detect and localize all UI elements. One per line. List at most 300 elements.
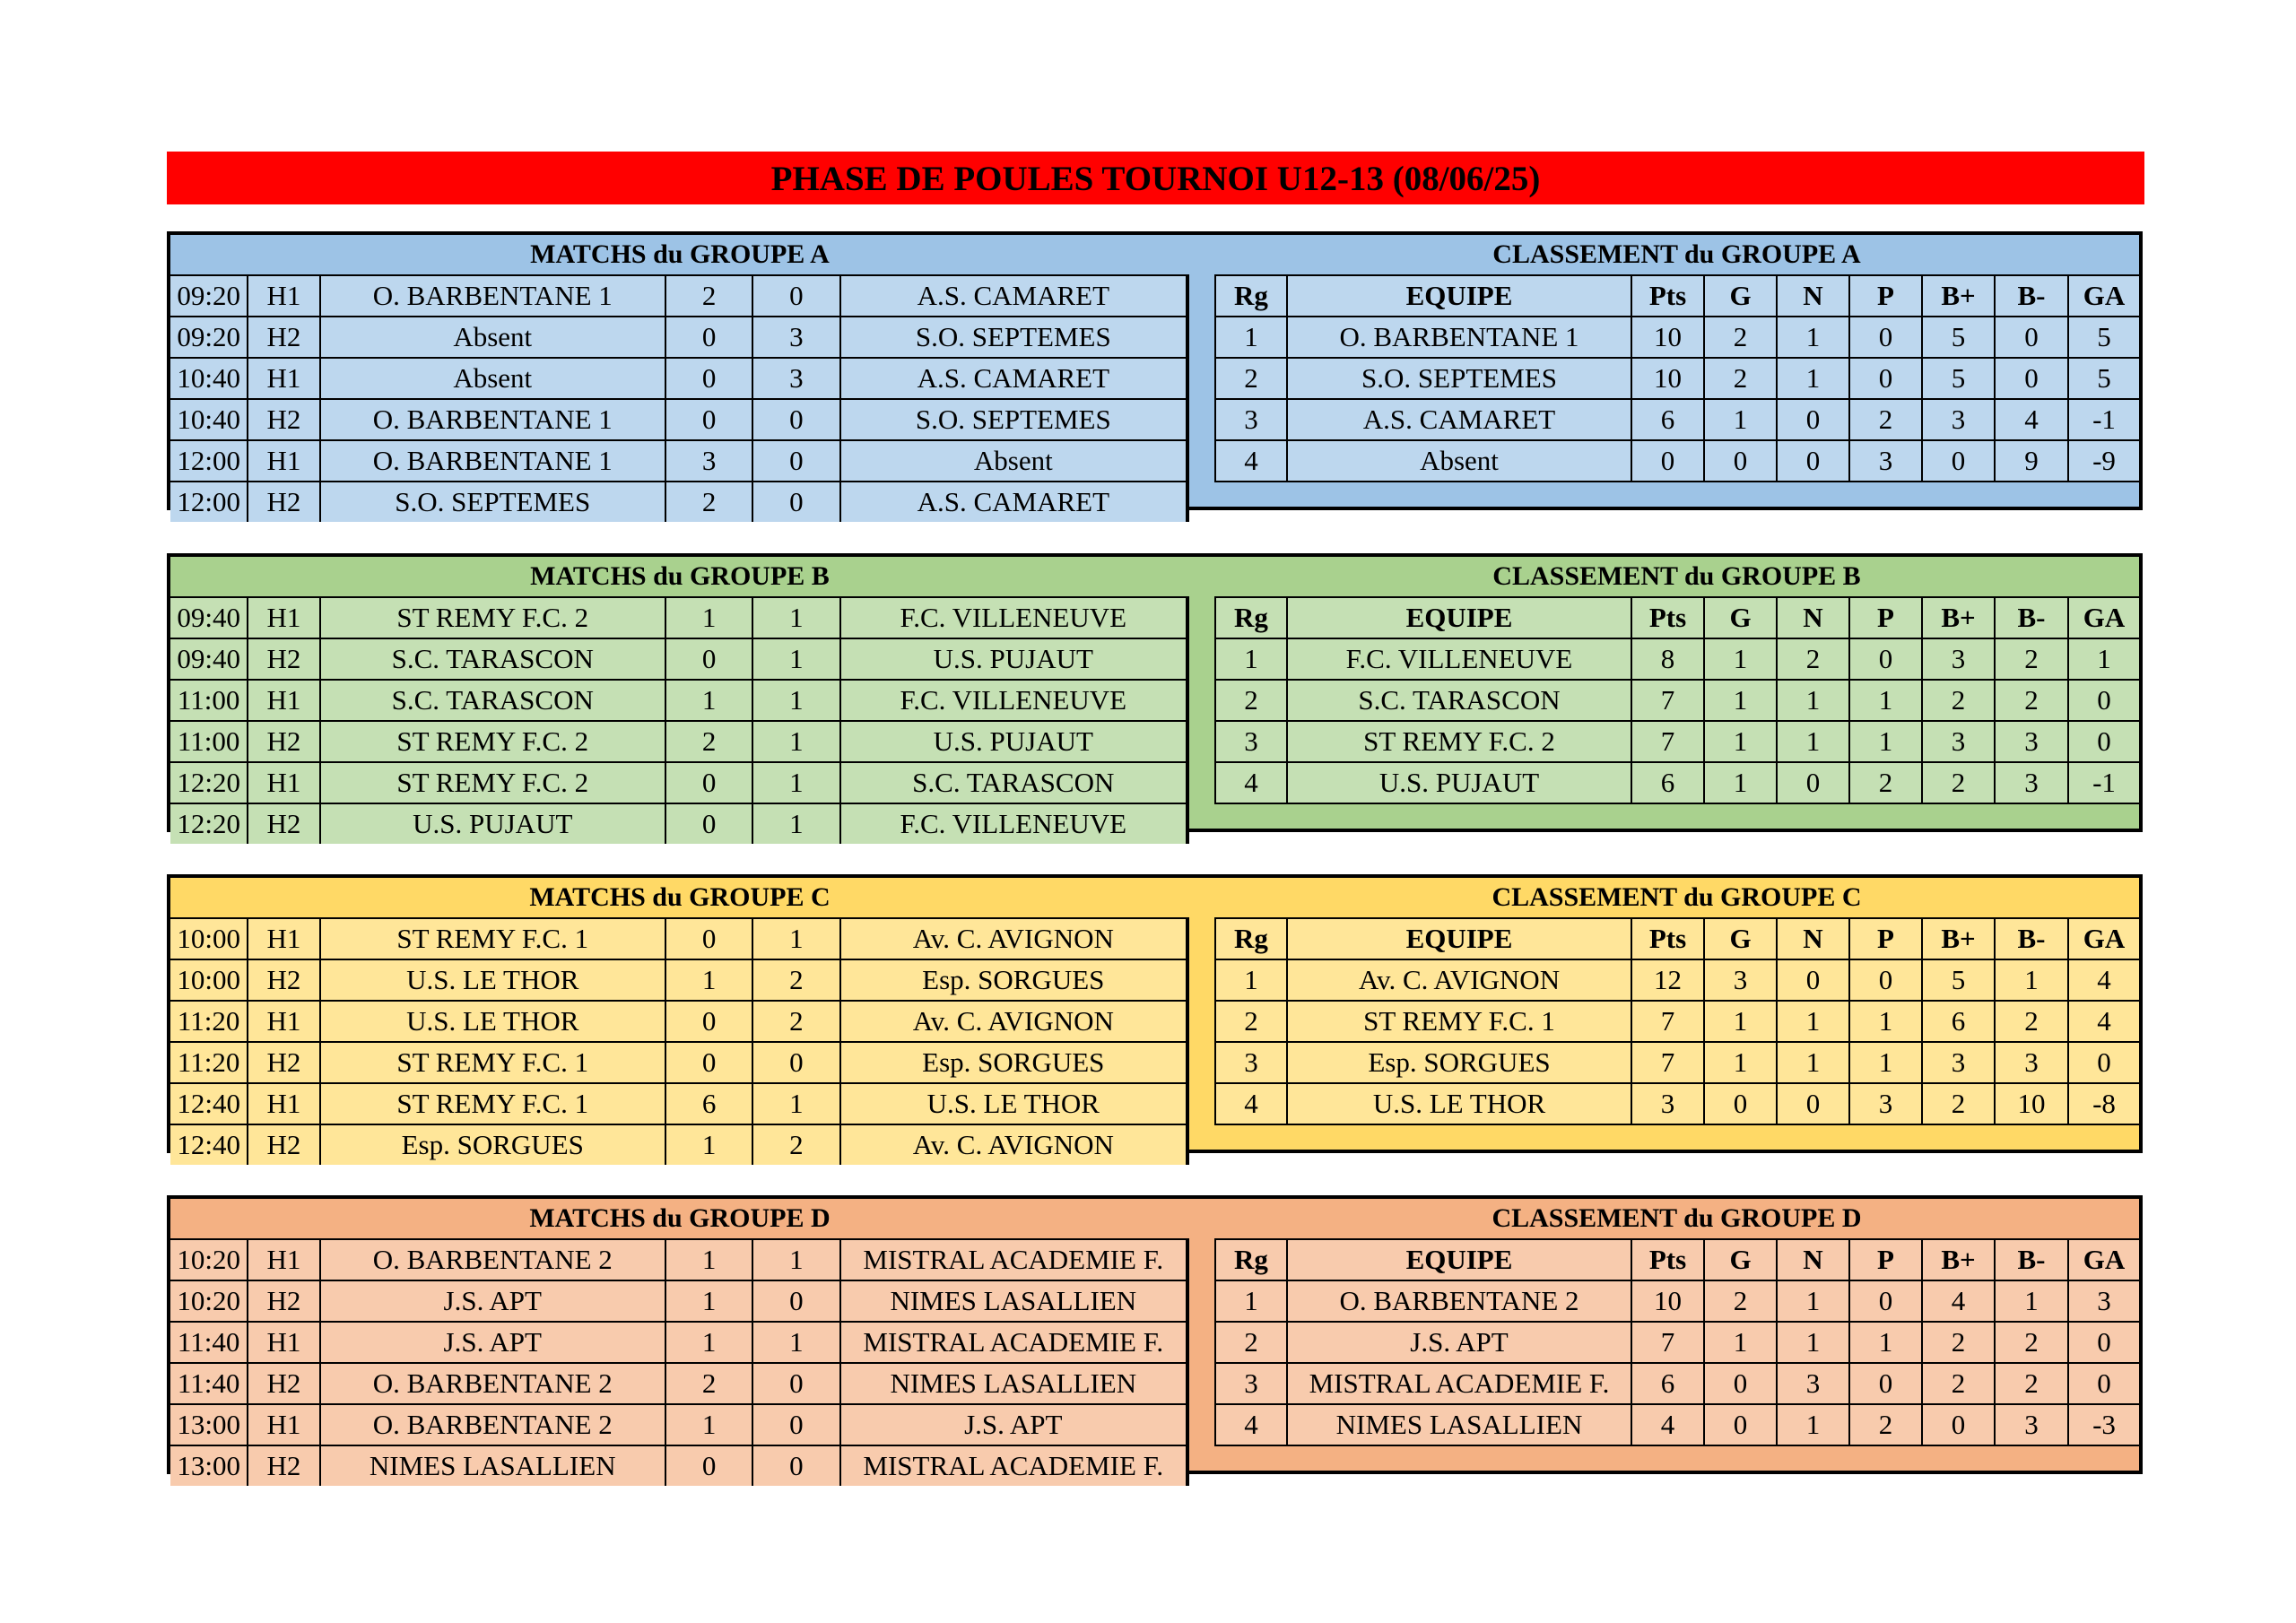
match-cell: Av. C. AVIGNON	[840, 1001, 1187, 1042]
match-cell: 0	[752, 1404, 839, 1445]
standings-cell: Esp. SORGUES	[1287, 1042, 1631, 1083]
standings-cell: 0	[1849, 317, 1922, 358]
match-row	[170, 1363, 1187, 1404]
match-cell: ST REMY F.C. 1	[320, 1083, 665, 1124]
match-cell: J.S. APT	[320, 1322, 665, 1363]
standings-cell: 0	[1849, 959, 1922, 1001]
match-cell: 0	[665, 803, 752, 844]
match-cell: MISTRAL ACADEMIE F.	[840, 1445, 1187, 1486]
match-row	[170, 959, 1187, 1001]
standings-cell: 1	[1777, 358, 1849, 399]
match-cell: A.S. CAMARET	[840, 275, 1187, 317]
match-row	[170, 597, 1187, 638]
standings-cell: 1	[1995, 959, 2068, 1001]
match-cell: 10:00	[170, 918, 248, 959]
standings-cell: 0	[2068, 1363, 2140, 1404]
match-cell: 1	[752, 1239, 839, 1280]
standings-header-cell: Rg	[1215, 1239, 1287, 1280]
standings-cell: 0	[2068, 1322, 2140, 1363]
match-cell: 0	[665, 638, 752, 680]
match-row	[170, 440, 1187, 482]
standings-cell: 3	[1922, 1042, 1995, 1083]
standings-cell: 4	[1215, 762, 1287, 803]
standings-header-cell: Rg	[1215, 918, 1287, 959]
match-cell: H2	[248, 317, 319, 358]
standings-header-cell: Pts	[1631, 918, 1704, 959]
match-cell: H1	[248, 1404, 319, 1445]
match-cell: O. BARBENTANE 1	[320, 275, 665, 317]
standings-cell: 2	[1922, 680, 1995, 721]
match-cell: H2	[248, 721, 319, 762]
match-cell: S.O. SEPTEMES	[320, 482, 665, 522]
standings-cell: 10	[1631, 1280, 1704, 1322]
match-cell: 12:20	[170, 762, 248, 803]
standings-cell: -8	[2068, 1083, 2140, 1124]
standings-cell: 1	[1777, 680, 1849, 721]
match-cell: 1	[752, 721, 839, 762]
match-cell: 0	[665, 1042, 752, 1083]
match-row	[170, 1001, 1187, 1042]
standings-cell: 4	[1922, 1280, 1995, 1322]
match-cell: 1	[665, 959, 752, 1001]
standings-cell: 0	[1631, 440, 1704, 482]
standings-cell: 1	[2068, 638, 2140, 680]
standings-header-cell: GA	[2068, 597, 2140, 638]
standings-cell: NIMES LASALLIEN	[1287, 1404, 1631, 1445]
match-cell: 0	[665, 762, 752, 803]
match-cell: NIMES LASALLIEN	[840, 1280, 1187, 1322]
standings-cell: -3	[2068, 1404, 2140, 1445]
standings-cell: 0	[1777, 762, 1849, 803]
matches-table	[170, 274, 1189, 522]
standings-cell: 1	[1777, 1280, 1849, 1322]
match-cell: O. BARBENTANE 2	[320, 1239, 665, 1280]
standings-cell: 3	[1995, 1404, 2068, 1445]
standings-cell: 0	[1704, 1363, 1777, 1404]
matches-title: MATCHS du GROUPE D	[529, 1203, 831, 1233]
standings-cell: 0	[1849, 1280, 1922, 1322]
matches-title: MATCHS du GROUPE C	[529, 882, 831, 912]
match-cell: H2	[248, 1445, 319, 1486]
match-cell: H1	[248, 680, 319, 721]
match-cell: S.C. TARASCON	[320, 638, 665, 680]
standings-cell: 2	[1849, 762, 1922, 803]
standings-cell: A.S. CAMARET	[1287, 399, 1631, 440]
standings-header-cell: B+	[1922, 918, 1995, 959]
standings-cell: 4	[1215, 1404, 1287, 1445]
standings-header-cell: B-	[1995, 918, 2068, 959]
match-row	[170, 721, 1187, 762]
match-row	[170, 275, 1187, 317]
match-cell: 12:00	[170, 482, 248, 522]
standings-cell: 2	[1995, 680, 2068, 721]
standings-cell: -1	[2068, 762, 2140, 803]
standings-cell: Absent	[1287, 440, 1631, 482]
match-cell: S.O. SEPTEMES	[840, 399, 1187, 440]
standings-header-cell: GA	[2068, 918, 2140, 959]
standings-header-cell: G	[1704, 597, 1777, 638]
standings-cell: 1	[1215, 638, 1287, 680]
standings-cell: 0	[1995, 358, 2068, 399]
standings-header-row	[1215, 918, 2140, 959]
standings-cell: ST REMY F.C. 1	[1287, 1001, 1631, 1042]
match-cell: 12:00	[170, 440, 248, 482]
standings-cell: 0	[1849, 358, 1922, 399]
standings-header-cell: Pts	[1631, 597, 1704, 638]
match-cell: 2	[665, 721, 752, 762]
match-cell: H1	[248, 1322, 319, 1363]
standings-cell: 1	[1849, 1001, 1922, 1042]
match-cell: 2	[752, 1124, 839, 1165]
standings-cell: 2	[1215, 1322, 1287, 1363]
match-cell: 1	[752, 597, 839, 638]
standings-cell: ST REMY F.C. 2	[1287, 721, 1631, 762]
standings-header-cell: Pts	[1631, 1239, 1704, 1280]
standings-row	[1215, 1001, 2140, 1042]
match-cell: 10:20	[170, 1280, 248, 1322]
match-cell: NIMES LASALLIEN	[840, 1363, 1187, 1404]
standings-row	[1215, 399, 2140, 440]
standings-cell: 0	[2068, 721, 2140, 762]
match-cell: 0	[665, 399, 752, 440]
standings-cell: 2	[1777, 638, 1849, 680]
group-section	[167, 1195, 2143, 1481]
match-cell: H1	[248, 358, 319, 399]
match-cell: 0	[665, 317, 752, 358]
match-cell: U.S. LE THOR	[320, 959, 665, 1001]
standings-row	[1215, 1322, 2140, 1363]
match-cell: 1	[665, 1322, 752, 1363]
match-cell: Absent	[320, 317, 665, 358]
match-cell: Av. C. AVIGNON	[840, 918, 1187, 959]
standings-cell: 2	[1922, 1083, 1995, 1124]
page-title: PHASE DE POULES TOURNOI U12-13 (08/06/25)	[167, 152, 2144, 204]
match-cell: 10:40	[170, 399, 248, 440]
standings-header-cell: N	[1777, 1239, 1849, 1280]
match-cell: 1	[752, 1322, 839, 1363]
match-cell: ST REMY F.C. 2	[320, 597, 665, 638]
match-cell: Absent	[320, 358, 665, 399]
match-cell: O. BARBENTANE 2	[320, 1404, 665, 1445]
match-cell: 0	[752, 1445, 839, 1486]
standings-cell: 2	[1995, 1363, 2068, 1404]
standings-row	[1215, 1404, 2140, 1445]
standings-cell: MISTRAL ACADEMIE F.	[1287, 1363, 1631, 1404]
standings-header-cell: P	[1849, 597, 1922, 638]
standings-cell: 9	[1995, 440, 2068, 482]
standings-row	[1215, 638, 2140, 680]
standings-cell: J.S. APT	[1287, 1322, 1631, 1363]
match-cell: 0	[752, 1363, 839, 1404]
standings-cell: 5	[1922, 358, 1995, 399]
match-cell: H1	[248, 440, 319, 482]
standings-cell: U.S. LE THOR	[1287, 1083, 1631, 1124]
standings-cell: 2	[1922, 762, 1995, 803]
standings-header-cell: N	[1777, 918, 1849, 959]
match-cell: 0	[665, 918, 752, 959]
match-row	[170, 762, 1187, 803]
match-cell: 0	[752, 399, 839, 440]
standings-row	[1215, 721, 2140, 762]
match-cell: 2	[752, 959, 839, 1001]
match-cell: 12:40	[170, 1124, 248, 1165]
standings-cell: 1	[1777, 1042, 1849, 1083]
match-cell: O. BARBENTANE 2	[320, 1363, 665, 1404]
standings-header-cell: GA	[2068, 1239, 2140, 1280]
standings-row	[1215, 358, 2140, 399]
match-row	[170, 1124, 1187, 1165]
match-cell: Av. C. AVIGNON	[840, 1124, 1187, 1165]
match-row	[170, 1445, 1187, 1486]
match-cell: 0	[752, 275, 839, 317]
standings-cell: 4	[2068, 1001, 2140, 1042]
standings-header-cell: Rg	[1215, 597, 1287, 638]
match-cell: U.S. PUJAUT	[840, 721, 1187, 762]
standings-cell: 0	[1704, 440, 1777, 482]
standings-cell: 1	[1777, 317, 1849, 358]
standings-cell: 4	[1995, 399, 2068, 440]
standings-header-cell: B+	[1922, 1239, 1995, 1280]
standings-header-cell: P	[1849, 1239, 1922, 1280]
match-cell: 2	[665, 482, 752, 522]
standings-cell: 0	[1995, 317, 2068, 358]
match-row	[170, 803, 1187, 844]
standings-cell: S.C. TARASCON	[1287, 680, 1631, 721]
match-cell: MISTRAL ACADEMIE F.	[840, 1322, 1187, 1363]
standings-header-row	[1215, 597, 2140, 638]
match-cell: ST REMY F.C. 2	[320, 762, 665, 803]
standings-cell: 4	[2068, 959, 2140, 1001]
match-row	[170, 1322, 1187, 1363]
standings-cell: 1	[1777, 1001, 1849, 1042]
standings-cell: 3	[1849, 1083, 1922, 1124]
match-cell: 1	[752, 918, 839, 959]
matches-table	[170, 596, 1189, 844]
standings-cell: 0	[1704, 1083, 1777, 1124]
match-cell: S.C. TARASCON	[320, 680, 665, 721]
match-cell: H1	[248, 597, 319, 638]
match-cell: J.S. APT	[840, 1404, 1187, 1445]
standings-cell: 2	[1849, 399, 1922, 440]
standings-cell: Av. C. AVIGNON	[1287, 959, 1631, 1001]
match-cell: 11:40	[170, 1322, 248, 1363]
match-row	[170, 638, 1187, 680]
standings-header-cell: G	[1704, 1239, 1777, 1280]
standings-header-cell: N	[1777, 597, 1849, 638]
match-cell: 3	[752, 317, 839, 358]
standings-cell: 12	[1631, 959, 1704, 1001]
standings-cell: O. BARBENTANE 1	[1287, 317, 1631, 358]
standings-cell: 4	[1215, 1083, 1287, 1124]
match-cell: ST REMY F.C. 1	[320, 1042, 665, 1083]
match-row	[170, 680, 1187, 721]
standings-cell: 3	[2068, 1280, 2140, 1322]
standings-cell: 7	[1631, 721, 1704, 762]
standings-cell: 2	[1995, 638, 2068, 680]
standings-table	[1214, 274, 2141, 482]
match-cell: H2	[248, 959, 319, 1001]
standings-header-cell: B+	[1922, 597, 1995, 638]
match-cell: Absent	[840, 440, 1187, 482]
match-cell: 1	[752, 1083, 839, 1124]
match-cell: 1	[665, 1124, 752, 1165]
standings-cell: 1	[1777, 1322, 1849, 1363]
standings-table	[1214, 1238, 2141, 1446]
standings-header-cell: EQUIPE	[1287, 597, 1631, 638]
standings-cell: 0	[2068, 680, 2140, 721]
standings-cell: 1	[1704, 638, 1777, 680]
match-row	[170, 1239, 1187, 1280]
match-cell: 09:40	[170, 638, 248, 680]
match-cell: J.S. APT	[320, 1280, 665, 1322]
standings-row	[1215, 1280, 2140, 1322]
standings-cell: 3	[1215, 1042, 1287, 1083]
standings-row	[1215, 1363, 2140, 1404]
standings-header-cell: P	[1849, 918, 1922, 959]
standings-cell: 5	[2068, 358, 2140, 399]
match-cell: 2	[665, 1363, 752, 1404]
standings-cell: 3	[1777, 1363, 1849, 1404]
match-cell: 11:20	[170, 1042, 248, 1083]
match-cell: H2	[248, 1124, 319, 1165]
standings-cell: 3	[1995, 721, 2068, 762]
match-cell: 11:00	[170, 721, 248, 762]
standings-header-cell: B-	[1995, 597, 2068, 638]
standings-cell: 6	[1922, 1001, 1995, 1042]
match-cell: U.S. LE THOR	[320, 1001, 665, 1042]
match-row	[170, 482, 1187, 522]
standings-cell: 3	[1995, 1042, 2068, 1083]
standings-header-cell: EQUIPE	[1287, 1239, 1631, 1280]
standings-header-cell: B-	[1995, 1239, 2068, 1280]
standings-cell: 3	[1922, 638, 1995, 680]
match-cell: H1	[248, 275, 319, 317]
match-cell: 12:40	[170, 1083, 248, 1124]
match-cell: ST REMY F.C. 1	[320, 918, 665, 959]
match-cell: H2	[248, 399, 319, 440]
match-cell: H1	[248, 762, 319, 803]
group-section	[167, 874, 2143, 1160]
standings-cell: 1	[1704, 1042, 1777, 1083]
match-cell: F.C. VILLENEUVE	[840, 597, 1187, 638]
matches-title: MATCHS du GROUPE A	[530, 239, 830, 269]
match-cell: 10:00	[170, 959, 248, 1001]
standings-cell: 1	[1777, 721, 1849, 762]
standings-cell: 1	[1704, 1001, 1777, 1042]
standings-cell: 0	[1777, 959, 1849, 1001]
standings-cell: 10	[1631, 358, 1704, 399]
match-cell: A.S. CAMARET	[840, 358, 1187, 399]
match-cell: H2	[248, 1042, 319, 1083]
standings-cell: 8	[1631, 638, 1704, 680]
standings-cell: 1	[1215, 1280, 1287, 1322]
group-section	[167, 231, 2143, 517]
standings-cell: 1	[1704, 762, 1777, 803]
standings-title: CLASSEMENT du GROUPE B	[1492, 561, 1861, 591]
match-cell: H1	[248, 1001, 319, 1042]
match-cell: H2	[248, 1280, 319, 1322]
match-cell: 0	[665, 358, 752, 399]
match-row	[170, 1042, 1187, 1083]
standings-cell: O. BARBENTANE 2	[1287, 1280, 1631, 1322]
standings-cell: 3	[1215, 1363, 1287, 1404]
match-cell: H1	[248, 1239, 319, 1280]
match-cell: 11:40	[170, 1363, 248, 1404]
match-cell: 1	[665, 1280, 752, 1322]
standings-cell: 2	[1704, 1280, 1777, 1322]
standings-cell: 6	[1631, 1363, 1704, 1404]
match-cell: Esp. SORGUES	[320, 1124, 665, 1165]
match-cell: 13:00	[170, 1445, 248, 1486]
match-cell: 1	[752, 680, 839, 721]
standings-cell: S.O. SEPTEMES	[1287, 358, 1631, 399]
match-cell: 13:00	[170, 1404, 248, 1445]
match-cell: 1	[665, 597, 752, 638]
standings-cell: 6	[1631, 399, 1704, 440]
standings-cell: 0	[1849, 638, 1922, 680]
standings-cell: 5	[1922, 959, 1995, 1001]
standings-cell: 1	[1995, 1280, 2068, 1322]
standings-cell: 2	[1995, 1001, 2068, 1042]
standings-row	[1215, 440, 2140, 482]
standings-table	[1214, 917, 2141, 1125]
standings-header-cell: B+	[1922, 275, 1995, 317]
match-cell: 0	[752, 1280, 839, 1322]
standings-cell: 3	[1215, 399, 1287, 440]
match-cell: H1	[248, 1083, 319, 1124]
match-cell: Esp. SORGUES	[840, 1042, 1187, 1083]
standings-cell: 1	[1704, 1322, 1777, 1363]
standings-cell: 3	[1849, 440, 1922, 482]
standings-cell: 3	[1215, 721, 1287, 762]
standings-cell: 0	[1777, 399, 1849, 440]
standings-header-row	[1215, 275, 2140, 317]
match-cell: A.S. CAMARET	[840, 482, 1187, 522]
match-cell: 0	[665, 1001, 752, 1042]
standings-header-cell: EQUIPE	[1287, 275, 1631, 317]
standings-cell: 0	[1922, 440, 1995, 482]
match-cell: MISTRAL ACADEMIE F.	[840, 1239, 1187, 1280]
match-cell: H2	[248, 482, 319, 522]
match-cell: 3	[752, 358, 839, 399]
standings-cell: U.S. PUJAUT	[1287, 762, 1631, 803]
standings-cell: F.C. VILLENEUVE	[1287, 638, 1631, 680]
standings-cell: 2	[1922, 1322, 1995, 1363]
standings-cell: 1	[1215, 959, 1287, 1001]
standings-cell: 3	[1631, 1083, 1704, 1124]
standings-cell: 2	[1704, 317, 1777, 358]
match-cell: 0	[752, 1042, 839, 1083]
standings-cell: 3	[1704, 959, 1777, 1001]
standings-cell: 1	[1777, 1404, 1849, 1445]
match-row	[170, 918, 1187, 959]
match-cell: O. BARBENTANE 1	[320, 440, 665, 482]
standings-cell: -9	[2068, 440, 2140, 482]
standings-cell: 2	[1995, 1322, 2068, 1363]
standings-header-cell: G	[1704, 918, 1777, 959]
standings-cell: 1	[1704, 399, 1777, 440]
match-row	[170, 358, 1187, 399]
standings-cell: 7	[1631, 1001, 1704, 1042]
match-row	[170, 399, 1187, 440]
match-row	[170, 1083, 1187, 1124]
standings-title: CLASSEMENT du GROUPE D	[1492, 1203, 1862, 1233]
standings-cell: 1	[1849, 721, 1922, 762]
standings-cell: 10	[1631, 317, 1704, 358]
matches-table	[170, 1238, 1189, 1486]
standings-cell: 2	[1215, 680, 1287, 721]
standings-cell: 0	[1922, 1404, 1995, 1445]
